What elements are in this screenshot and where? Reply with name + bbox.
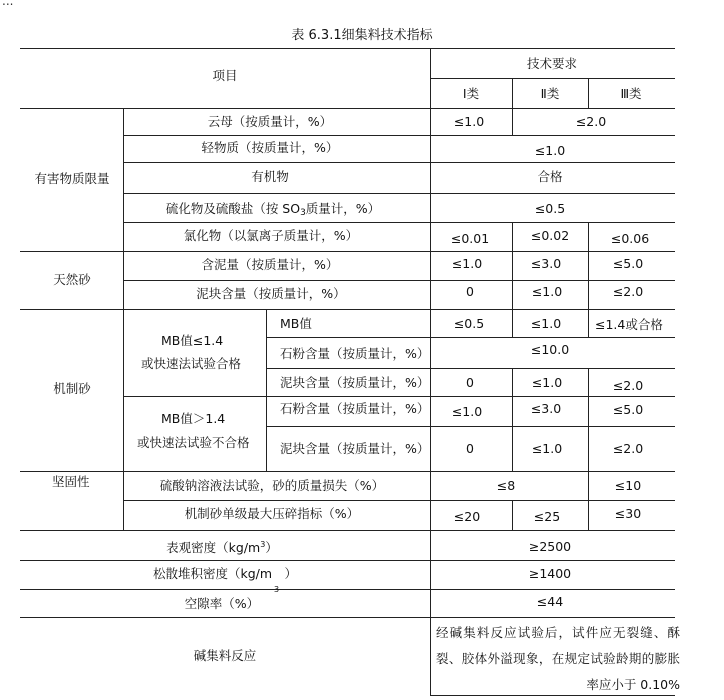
rule xyxy=(20,108,675,109)
row-sulfide-label xyxy=(166,203,380,218)
row-clay-label: 泥块含量（按质量计，%） xyxy=(196,286,346,301)
mb-class1: ≤0.5 xyxy=(453,316,485,331)
mb-class2: ≤1.0 xyxy=(530,316,562,331)
row-chloride-label: 氯化物（以氯离子质量计，%） xyxy=(183,228,359,243)
row-apparent-density-label xyxy=(166,541,278,555)
clay-high-class2: ≤1.0 xyxy=(531,441,563,456)
rule xyxy=(430,78,675,79)
light-value: ≤1.0 xyxy=(534,143,566,158)
group-soundness: 坚固性 xyxy=(52,474,90,489)
page-fragment-text: ... xyxy=(2,0,14,8)
mica-class1: ≤1.0 xyxy=(453,114,485,129)
rule xyxy=(512,309,513,337)
clay-low-class3: ≤2.0 xyxy=(612,378,644,393)
rule xyxy=(588,78,589,108)
apparent-density-value: ≥2500 xyxy=(528,539,572,554)
chloride-class1: ≤0.01 xyxy=(450,231,490,246)
clay-class3: ≤2.0 xyxy=(612,284,644,299)
rule xyxy=(588,222,589,251)
bulk-density-value: ≥1400 xyxy=(528,566,572,581)
row-powder-high-label: 石粉含量（按质量计，%） xyxy=(280,401,430,416)
rule xyxy=(266,368,675,369)
crush-class1: ≤20 xyxy=(453,509,481,524)
group-manufactured: 机制砂 xyxy=(53,381,91,396)
mud-class1: ≤1.0 xyxy=(451,256,483,271)
rule xyxy=(20,48,675,49)
rule xyxy=(512,222,513,251)
rule xyxy=(588,251,589,309)
row-clay-high-label: 泥块含量（按质量计，%） xyxy=(280,441,430,456)
header-item: 项目 xyxy=(212,68,238,83)
crush-class3: ≤30 xyxy=(614,506,642,521)
mb-low-line1: MB值≤1.4 xyxy=(161,333,224,348)
powder-high-class2: ≤3.0 xyxy=(530,401,562,416)
clay-high-class3: ≤2.0 xyxy=(612,441,644,456)
powder-low-value: ≤10.0 xyxy=(530,342,570,357)
mud-class2: ≤3.0 xyxy=(530,256,562,271)
rule xyxy=(512,500,513,530)
mb-high-line1: MB值＞1.4 xyxy=(161,411,226,426)
row-bulk-density-label: 松散堆积密度（kg/m ） xyxy=(152,566,298,581)
powder-high-class1: ≤1.0 xyxy=(451,404,483,419)
bulk-density-stray-sup: 3 xyxy=(274,585,280,594)
row-powder-low-label: 石粉含量（按质量计，%） xyxy=(280,346,430,361)
crush-class2: ≤25 xyxy=(533,509,561,524)
rule xyxy=(20,530,675,531)
rule xyxy=(588,309,589,337)
mud-class3: ≤5.0 xyxy=(612,256,644,271)
rule xyxy=(123,471,124,530)
void-ratio-value: ≤44 xyxy=(536,594,564,609)
sulfate-class3: ≤10 xyxy=(614,478,642,493)
table-caption: 表 6.3.1细集料技术指标 xyxy=(291,28,433,43)
organic-value: 合格 xyxy=(537,169,563,184)
clay-high-class1: 0 xyxy=(466,441,474,456)
clay-class2: ≤1.0 xyxy=(531,284,563,299)
sulfate-class12: ≤8 xyxy=(496,478,516,493)
mica-class23: ≤2.0 xyxy=(575,114,607,129)
clay-low-class2: ≤1.0 xyxy=(531,375,563,390)
rule xyxy=(20,560,675,561)
mb-high-line2: 或快速法试验不合格 xyxy=(137,435,250,450)
rule xyxy=(123,309,124,471)
row-light-label: 轻物质（按质量计，%） xyxy=(201,140,339,155)
rule xyxy=(512,78,513,135)
rule xyxy=(123,396,675,397)
rule xyxy=(512,251,513,309)
row-crush-label: 机制砂单级最大压碎指标（%） xyxy=(184,506,360,521)
rule xyxy=(20,617,675,618)
row-organic-label: 有机物 xyxy=(251,169,289,184)
header-tech-req: 技术要求 xyxy=(526,56,578,71)
apparent-density-end: ） xyxy=(265,540,278,556)
rule xyxy=(20,471,675,472)
rule xyxy=(123,222,675,223)
rule xyxy=(20,589,675,590)
rule xyxy=(588,368,589,471)
rule xyxy=(266,426,675,427)
row-alkali-label: 碱集料反应 xyxy=(193,648,257,663)
header-class-1: Ⅰ类 xyxy=(462,86,480,101)
rule xyxy=(123,193,675,194)
row-mud-label: 含泥量（按质量计，%） xyxy=(201,257,339,272)
row-mica-label: 云母（按质量计，%） xyxy=(207,114,333,129)
row-mb-label: MB值 xyxy=(280,316,312,331)
rule xyxy=(123,280,675,281)
mb-class3: ≤1.4或合格 xyxy=(595,317,663,332)
header-class-2: Ⅱ类 xyxy=(540,86,560,101)
rule xyxy=(123,135,675,136)
group-harmful: 有害物质限量 xyxy=(34,171,110,186)
rule xyxy=(123,108,124,251)
sulfide-value: ≤0.5 xyxy=(534,201,566,216)
rule xyxy=(588,500,589,530)
clay-low-class1: 0 xyxy=(466,375,474,390)
rule xyxy=(266,337,675,338)
rule xyxy=(266,309,267,471)
group-natural: 天然砂 xyxy=(53,272,91,287)
apparent-density-text: 表观密度（kg/m xyxy=(166,540,261,556)
rule xyxy=(123,500,675,501)
sulfide-label-post: 质量计，%） xyxy=(305,201,381,216)
sulfide-label-sub: 3 xyxy=(300,208,306,218)
header-class-3: Ⅲ类 xyxy=(620,86,642,101)
sulfide-label-pre: 硫化物及硫酸盐（按 SO xyxy=(165,201,301,216)
mb-low-line2: 或快速法试验合格 xyxy=(141,356,242,371)
alkali-requirement-text: 经碱集料反应试验后，试件应无裂缝、酥裂、胶体外溢现象，在规定试验龄期的膨胀率应小于 0.10% xyxy=(436,625,680,692)
rule xyxy=(20,251,675,252)
row-sulfate-label: 硫酸钠溶液法试验，砂的质量损失（%） xyxy=(159,478,385,493)
powder-high-class3: ≤5.0 xyxy=(612,402,644,417)
rule xyxy=(430,48,431,695)
clay-class1: 0 xyxy=(466,284,474,299)
chloride-class2: ≤0.02 xyxy=(530,228,570,243)
rule xyxy=(20,309,675,310)
rule xyxy=(123,162,675,163)
rule xyxy=(123,251,124,309)
rule xyxy=(588,471,589,500)
chloride-class3: ≤0.06 xyxy=(610,231,650,246)
row-clay-low-label: 泥块含量（按质量计，%） xyxy=(280,375,430,390)
apparent-density-sup: 3 xyxy=(260,540,266,549)
rule xyxy=(512,368,513,471)
row-void-ratio-label: 空隙率（%） xyxy=(184,596,260,611)
